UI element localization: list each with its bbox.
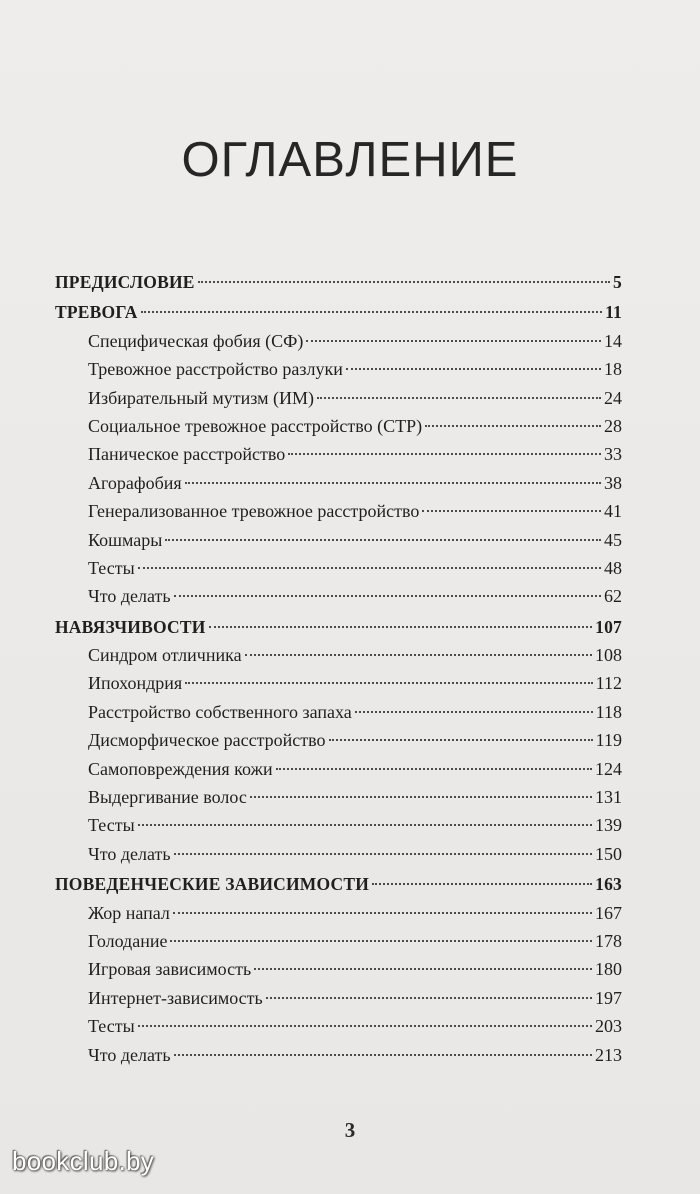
- toc-dot-leader: [170, 920, 592, 942]
- toc-section-entry: [55, 266, 622, 294]
- toc-entry-title: Кошмары: [88, 529, 163, 550]
- toc-dot-leader: [173, 892, 592, 914]
- toc-entry-page: 139: [595, 815, 622, 836]
- toc-entry-page: 5: [613, 272, 622, 292]
- toc-dot-leader: [141, 291, 602, 313]
- toc-entry-page: 48: [604, 557, 622, 578]
- table-of-contents: [55, 266, 622, 1067]
- toc-entry-page: 119: [595, 730, 622, 751]
- toc-entry-page: 131: [595, 787, 622, 808]
- toc-entry-page: 38: [604, 472, 622, 493]
- toc-entry-page: 18: [604, 359, 622, 380]
- toc-entry-page: 24: [604, 387, 622, 408]
- toc-dot-leader: [138, 547, 601, 569]
- toc-entry-title: Расстройство собственного запаха: [88, 701, 352, 722]
- toc-dot-leader: [209, 606, 593, 628]
- toc-entry-page: 163: [595, 874, 622, 895]
- toc-entry-title: Тесты: [88, 815, 135, 836]
- toc-entry-page: 178: [595, 930, 622, 951]
- watermark: bookclub.by: [12, 1146, 155, 1176]
- toc-entry-page: 112: [595, 673, 622, 694]
- toc-entry-title: Ипохондрия: [88, 673, 183, 694]
- toc-dot-leader: [254, 948, 592, 970]
- toc-entry-page: 150: [595, 843, 622, 864]
- toc-dot-leader: [276, 748, 592, 770]
- toc-entry-page: 118: [595, 701, 622, 722]
- toc-entry-title: Специфическая фобия (СФ): [88, 330, 304, 351]
- toc-entry-title: Социальное тревожное расстройство (СТР): [88, 415, 423, 436]
- toc-entry-title: Интернет-зависимость: [88, 987, 263, 1008]
- toc-dot-leader: [317, 377, 601, 399]
- toc-dot-leader: [185, 662, 592, 684]
- toc-subsection-entry: [55, 838, 622, 866]
- toc-entry-title: Что делать: [88, 586, 171, 607]
- toc-dot-leader: [422, 490, 601, 512]
- toc-subsection-entry: [55, 1039, 622, 1067]
- toc-dot-leader: [355, 691, 593, 713]
- toc-entry-title: Жор напал: [88, 902, 170, 923]
- toc-entry-page: 45: [604, 529, 622, 550]
- page-title: ОГЛАВЛЕНИЕ: [181, 133, 519, 187]
- toc-entry-page: 28: [604, 415, 622, 436]
- toc-entry-title: Выдергивание волос: [88, 787, 247, 808]
- toc-dot-leader: [329, 719, 593, 741]
- toc-entry-page: 11: [605, 302, 622, 323]
- toc-entry-title: ПРЕДИСЛОВИЕ: [55, 272, 195, 292]
- toc-dot-leader: [165, 519, 601, 541]
- toc-entry-title: Тревожное расстройство разлуки: [88, 359, 343, 380]
- toc-entry-page: 213: [595, 1044, 622, 1065]
- toc-entry-title: Самоповреждения кожи: [88, 758, 273, 779]
- toc-dot-leader: [372, 863, 592, 885]
- toc-entry-title: Тесты: [88, 1016, 135, 1037]
- toc-dot-leader: [138, 1005, 592, 1027]
- toc-entry-title: Что делать: [88, 1044, 171, 1065]
- toc-entry-title: Паническое расстройство: [88, 444, 286, 465]
- toc-entry-page: 197: [595, 987, 622, 1008]
- toc-dot-leader: [306, 320, 601, 342]
- toc-dot-leader: [174, 833, 592, 855]
- toc-entry-page: 180: [595, 959, 622, 980]
- toc-dot-leader: [174, 575, 601, 597]
- toc-entry-title: Что делать: [88, 843, 171, 864]
- toc-entry-page: 41: [604, 501, 622, 522]
- toc-entry-title: Голодание: [88, 930, 168, 951]
- toc-dot-leader: [245, 634, 592, 656]
- toc-entry-title: Тесты: [88, 557, 135, 578]
- toc-entry-page: 33: [604, 444, 622, 465]
- toc-dot-leader: [138, 804, 592, 826]
- toc-dot-leader: [198, 261, 610, 283]
- toc-entry-title: НАВЯЗЧИВОСТИ: [55, 616, 206, 637]
- toc-dot-leader: [174, 1034, 592, 1056]
- toc-dot-leader: [250, 776, 592, 798]
- toc-entry-title: ТРЕВОГА: [55, 302, 138, 323]
- toc-dot-leader: [288, 433, 601, 455]
- toc-entry-page: 167: [595, 902, 622, 923]
- toc-entry-title: ПОВЕДЕНЧЕСКИЕ ЗАВИСИМОСТИ: [55, 874, 370, 895]
- toc-entry-page: 124: [595, 758, 622, 779]
- toc-subsection-entry: [55, 580, 622, 608]
- page-number: 3: [344, 1118, 356, 1142]
- toc-entry-page: 108: [595, 645, 622, 666]
- toc-entry-title: Синдром отличника: [88, 645, 242, 666]
- toc-entry-title: Агорафобия: [88, 472, 182, 493]
- toc-entry-page: 203: [595, 1016, 622, 1037]
- toc-entry-page: 62: [604, 586, 622, 607]
- toc-dot-leader: [346, 348, 601, 370]
- toc-entry-title: Дисморфическое расстройство: [88, 730, 326, 751]
- toc-entry-title: Игровая зависимость: [88, 959, 252, 980]
- toc-entry-title: Генерализованное тревожное расстройство: [88, 501, 420, 522]
- toc-dot-leader: [266, 977, 592, 999]
- toc-dot-leader: [185, 462, 601, 484]
- toc-dot-leader: [425, 405, 601, 427]
- toc-entry-page: 107: [595, 616, 622, 637]
- toc-entry-page: 14: [604, 330, 622, 351]
- toc-entry-title: Избирательный мутизм (ИМ): [88, 387, 314, 408]
